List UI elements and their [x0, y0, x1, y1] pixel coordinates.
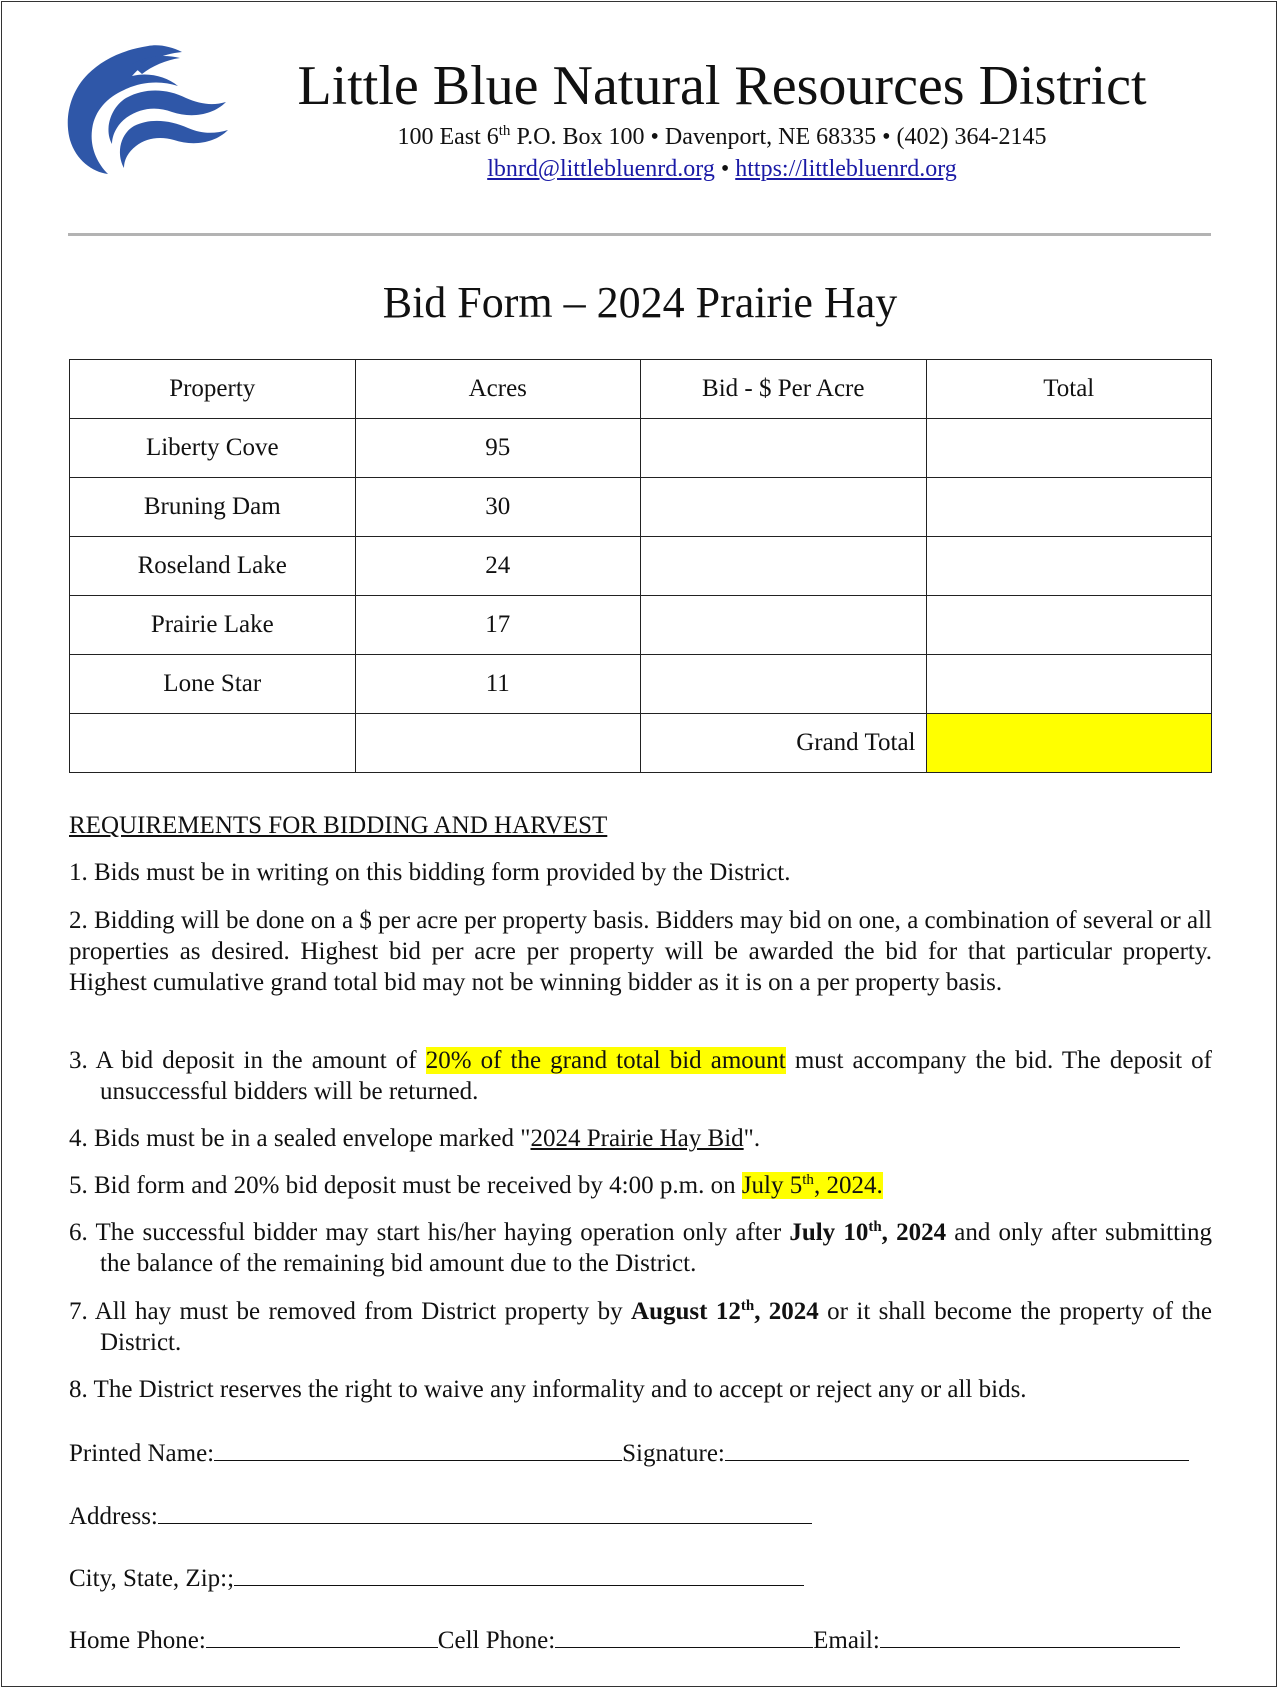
requirement-2: 2. Bidding will be done on a $ per acre per property basis. Bidders may bid on one, a combination of several or all properties as desired. Highest bid per acre per property will be awarded the bid for that particular property. Highest cumulative grand total bid may not be winning bidder as it is on a per property basis. [69, 907, 1212, 996]
requirement-1: 1. Bids must be in writing on this bidding form provided by the District. [69, 859, 791, 886]
bid-input-cell[interactable] [641, 478, 927, 537]
city-state-zip-row [69, 1561, 804, 1594]
table-row [70, 419, 1212, 478]
total-input-cell[interactable] [926, 655, 1212, 714]
req7-ordinal: th [740, 1298, 755, 1314]
acres-cell: 24 [355, 537, 641, 596]
address-ordinal: th [498, 123, 511, 139]
req6-date-b: , 2024 [881, 1219, 947, 1246]
address-street: 100 East 6 [397, 124, 499, 150]
req6-date [789, 1219, 946, 1246]
phone-email-row [69, 1623, 1180, 1656]
table-row [70, 478, 1212, 537]
address-label: Address: [69, 1503, 158, 1530]
printed-name-label: Printed Name: [69, 1440, 215, 1467]
req5-text-a: 5. Bid form and 20% bid deposit must be received by 4:00 p.m. on [69, 1172, 742, 1199]
website-link[interactable]: https://littlebluenrd.org [735, 156, 957, 182]
req6-date-a: July 10 [789, 1219, 869, 1246]
header-divider [68, 233, 1211, 236]
property-cell: Liberty Cove [70, 419, 356, 478]
req3-text-b: must accompany the bid. The deposit of unsuccessful bidders will be returned. [100, 1047, 1212, 1105]
property-cell: Roseland Lake [70, 537, 356, 596]
grand-total-row [70, 714, 1212, 773]
page-frame [1, 1, 1277, 1687]
requirement-5 [69, 1170, 1212, 1201]
org-name: Little Blue Natural Resources District [297, 55, 1147, 117]
bid-input-cell[interactable] [641, 537, 927, 596]
printed-name-field[interactable] [214, 1436, 622, 1461]
table-row [70, 537, 1212, 596]
bid-table [69, 359, 1212, 773]
empty-cell [355, 714, 641, 773]
req3-highlight: 20% of the grand total bid amount [425, 1047, 786, 1074]
requirements-heading: REQUIREMENTS FOR BIDDING AND HARVEST [69, 812, 608, 839]
grand-total-cell[interactable] [926, 714, 1212, 773]
req6-ordinal: th [868, 1219, 882, 1235]
req7-date-a: August 12 [631, 1298, 741, 1325]
requirement-3 [69, 1045, 1212, 1107]
grand-total-label: Grand Total [641, 714, 927, 773]
total-input-cell[interactable] [926, 537, 1212, 596]
home-phone-field[interactable] [206, 1623, 438, 1648]
email-link[interactable]: lbnrd@littlebluenrd.org [487, 156, 715, 182]
req4-text-b: ". [743, 1125, 761, 1152]
requirement-8: 8. The District reserves the right to waive any informality and to accept or reject any or all bids. [69, 1376, 1027, 1403]
req4-envelope-label: 2024 Prairie Hay Bid [530, 1125, 744, 1152]
requirement-7 [69, 1296, 1212, 1358]
req6-text-a: 6. The successful bidder may start his/her haying operation only after [69, 1219, 790, 1246]
property-cell: Bruning Dam [70, 478, 356, 537]
req7-date [631, 1298, 819, 1325]
home-phone-label: Home Phone: [69, 1627, 206, 1654]
acres-cell: 30 [355, 478, 641, 537]
table-row [70, 655, 1212, 714]
header-bid-per-acre: Bid - $ Per Acre [641, 360, 927, 419]
requirement-6 [69, 1217, 1212, 1279]
address-row [69, 1499, 812, 1532]
acres-cell: 11 [355, 655, 641, 714]
bid-input-cell[interactable] [641, 655, 927, 714]
city-state-zip-field[interactable] [234, 1561, 804, 1586]
header-acres: Acres [355, 360, 641, 419]
cell-phone-field[interactable] [555, 1623, 813, 1648]
acres-cell: 95 [355, 419, 641, 478]
req4-text-a: 4. Bids must be in a sealed envelope marked " [69, 1125, 531, 1152]
req7-date-b: , 2024 [754, 1298, 819, 1325]
org-address [262, 123, 1182, 151]
property-cell: Prairie Lake [70, 596, 356, 655]
signature-label: Signature: [622, 1440, 725, 1467]
total-input-cell[interactable] [926, 478, 1212, 537]
cell-phone-label: Cell Phone: [437, 1627, 556, 1654]
city-state-zip-label: City, State, Zip:; [69, 1565, 235, 1592]
form-title: Bid Form – 2024 Prairie Hay [382, 278, 898, 327]
email-field[interactable] [880, 1623, 1180, 1648]
req5-ordinal: th [802, 1172, 814, 1188]
total-input-cell[interactable] [926, 596, 1212, 655]
bid-input-cell[interactable] [641, 419, 927, 478]
address-field[interactable] [158, 1499, 812, 1524]
bid-input-cell[interactable] [641, 596, 927, 655]
req7-text-a: 7. All hay must be removed from District property by [69, 1298, 632, 1325]
header-property: Property [70, 360, 356, 419]
email-label: Email: [813, 1627, 880, 1654]
req5-deadline [742, 1172, 883, 1199]
name-signature-row [69, 1436, 1189, 1469]
req5-date-a: July 5 [741, 1172, 803, 1199]
req3-text-a: 3. A bid deposit in the amount of [69, 1047, 426, 1074]
property-cell: Lone Star [70, 655, 356, 714]
org-contact [262, 155, 1182, 183]
acres-cell: 17 [355, 596, 641, 655]
table-row [70, 596, 1212, 655]
address-rest: P.O. Box 100 • Davenport, NE 68335 • (402) 364-2145 [510, 124, 1047, 150]
contact-separator: • [714, 156, 736, 182]
requirement-4 [69, 1123, 1212, 1154]
table-header-row [70, 360, 1212, 419]
district-logo-icon [62, 42, 230, 174]
signature-field[interactable] [725, 1436, 1189, 1461]
header-total: Total [926, 360, 1212, 419]
req5-date-b: , 2024. [813, 1172, 883, 1199]
req6-text-b: and only after submitting the balance of the remaining bid amount due to the District. [100, 1219, 1212, 1277]
req7-text-b: or it shall become the property of the District. [100, 1298, 1213, 1356]
empty-cell [70, 714, 356, 773]
total-input-cell[interactable] [926, 419, 1212, 478]
